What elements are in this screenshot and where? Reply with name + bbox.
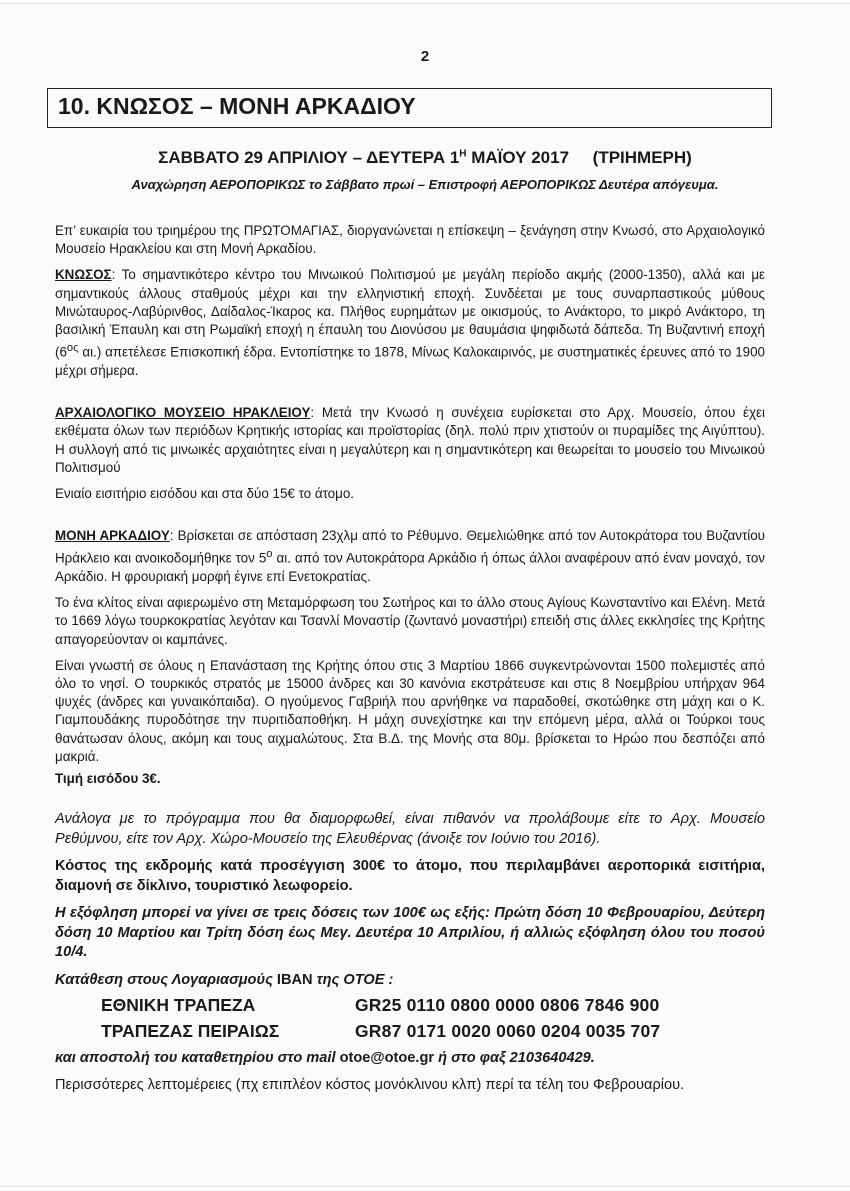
document-body — [55, 222, 765, 1104]
arkadi-sup: ο — [266, 548, 273, 561]
more-details: Περισσότερες λεπτομέρειες (πχ επιπλέον κόστος μονόκλινου κλπ) περί τα τέλη του Φεβρουαρίου. — [55, 1077, 685, 1094]
send-receipt-fax: ή στο φαξ 2103640429. — [434, 1049, 595, 1066]
page-number: 2 — [420, 48, 430, 65]
knossos-text: : Το σημαντικότερο κέντρο του Μινωικού Πολιτισμού με μεγάλη περίοδο ακμής (2000-1350), αλλά και με σημαντικούς άλλους σταθμούς μέχρι και την ελληνιστική εποχή. Συνδέεται με τους συναρπαστικούς μύθους Μινώταυρος-Λαβύρινθος, Δαίδαλος-Ίκαρος κα. Πλήθος ευρημάτων με οικισμούς, το Ανάκτορο, το μικρό Ανάκτορο, τη βασιλική Έπαυλη και στη Ρωμαϊκή εποχή η έπαυλη του Διονύσου με θαυμάσια ψηφιδωτά δάπεδα. Τη Βυζαντινή εποχή (6 — [55, 267, 765, 360]
deposit-label — [55, 971, 765, 991]
page-title: 10. ΚΝΩΣΟΣ – ΜΟΝΗ ΑΡΚΑΔΙΟΥ — [47, 88, 772, 128]
payment-terms: Η εξόφληση μπορεί να γίνει σε τρεις δόσεις των 100€ ως εξής: Πρώτη δόση 10 Φεβρουαρίου, Δεύτερη δόση 10 Μαρτίου και Τρίτη δόση έως Μεγ. Δευτέρα 10 Απριλίου, ή αλλιώς εξόφληση όλου του ποσού 10/4. — [55, 905, 765, 961]
bank-account-row — [55, 1022, 765, 1040]
program-note: Ανάλογα με το πρόγραμμα που θα διαμορφωθεί, είναι πιθανόν να προλάβουμε είτε το Αρχ. Μουσείο Ρεθύμνου, είτε τον Αρχ. Χώρο-Μουσείο της Ελευθέρνας (άνοιξε τον Ιούνιο του 2016). — [55, 811, 765, 847]
deposit-text-end: της ΟΤΟΕ : — [312, 971, 394, 988]
arkadi-heading: ΜΟΝΗ ΑΡΚΑΔΙΟΥ — [55, 528, 170, 544]
arkadi-aisles-paragraph: Το ένα κλίτος είναι αφιερωμένο στη Μεταμόρφωση του Σωτήρος και το άλλο στους Αγίους Κωνσταντίνο και Ελένη. Μετά το 1669 λόγω τουρκοκρατίας λεγόταν και Τσανλί Μοναστίρ (ζωντανό μοναστήρι) επειδή στις άλλες εκκλησίες της Κρήτης απαγορεύονταν οι καμπάνες. — [55, 595, 765, 647]
arkadi-paragraph — [55, 527, 765, 586]
deposit-text: Κατάθεση στους Λογαριασμούς — [55, 971, 277, 988]
trip-dates — [0, 148, 850, 168]
trip-dates-text: ΣΑΒΒΑΤΟ 29 ΑΠΡΙΛΙΟΥ – ΔΕΥΤΕΡΑ 1 — [158, 148, 460, 167]
museum-ticket: Ενιαίο εισιτήριο εισόδου και στα δύο 15€ το άτομο. — [55, 485, 355, 501]
museum-text: : Μετά την Κνωσό η συνέχεια ευρίσκεται στο Αρχ. Μουσείο, όπου έχει εκθέματα όλων των περιόδων Κρητικής ιστορίας και προϊστορίας (δηλ. πολύ πριν χτιστούν οι πυραμίδες της Αιγύπτου). Η συλλογή από τις μινωικές αρχαιότητες είναι η μεγαλύτερη και η σημαντικότερη και θεωρείται το μουσείο του Μινωικού Πολιτισμού — [55, 405, 765, 475]
deposit-iban-label: IBAN — [276, 971, 313, 988]
travel-subtitle: Αναχώρηση ΑΕΡΟΠΟΡΙΚΩΣ το Σάββατο πρωί – Επιστροφή ΑΕΡΟΠΟΡΙΚΩΣ Δευτέρα απόγευμα. — [131, 177, 719, 192]
bank-name: ΕΘΝΙΚΗ ΤΡΑΠΕΖΑ — [101, 995, 256, 1016]
trip-cost: Κόστος της εκδρομής κατά προσέγγιση 300€ το άτομο, που περιλαμβάνει αεροπορικά εισιτήρια, διαμονή σε δίκλινο, τουριστικό λεωφορείο. — [55, 858, 765, 894]
arkadi-entry-price: Τιμή εισόδου 3€. — [55, 771, 161, 787]
knossos-paragraph — [55, 266, 765, 380]
trip-duration-tag: (ΤΡΙΗΜΕΡΗ) — [592, 148, 692, 167]
bank-iban: GR87 0171 0020 0060 0204 0035 707 — [355, 1021, 661, 1042]
bank-name: ΤΡΑΠΕΖΑΣ ΠΕΙΡΑΙΩΣ — [101, 1021, 280, 1042]
trip-dates-year: ΜΑΪΟΥ 2017 — [466, 148, 570, 167]
museum-paragraph — [55, 404, 765, 477]
intro-paragraph: Επ’ ευκαιρία του τριημέρου της ΠΡΩΤΟΜΑΓΙΑΣ, διοργανώνεται η επίσκεψη – ξενάγηση στην Κνωσό, στο Αρχαιολογικό Μουσείο Ηρακλείου και στη Μονή Αρκαδίου. — [55, 223, 765, 257]
bank-iban: GR25 0110 0800 0000 0806 7846 900 — [355, 995, 660, 1016]
museum-heading: ΑΡΧΑΙΟΛΟΓΙΚΟ ΜΟΥΣΕΙΟ ΗΡΑΚΛΕΙΟΥ — [55, 405, 311, 421]
arkadi-text: : Βρίσκεται σε απόσταση 23χλμ από το Ρέθυμνο. Θεμελιώθηκε από τον Αυτοκράτορα του Βυζαντίου Ηράκλειο και ανοικοδομήθηκε τον 5 — [55, 528, 765, 566]
send-receipt — [55, 1049, 765, 1069]
knossos-sup: ος — [66, 342, 79, 355]
contact-email: otoe@otoe.gr — [339, 1049, 435, 1066]
send-receipt-text: και αποστολή του καταθετηρίου στο mail — [55, 1049, 340, 1066]
arkadi-text-end: αι. από τον Αυτοκράτορα Αρκάδιο ή όπως άλλοι αναφέρουν από έναν μοναχό, τον Αρκάδιο. Η φρουριακή μορφή έγινε επί Ενετοκρατίας. — [55, 550, 765, 584]
knossos-heading: ΚΝΩΣΟΣ — [55, 267, 112, 283]
knossos-text-end: αι.) απετέλεσε Επισκοπική έδρα. Εντοπίστηκε το 1878, Μίνως Καλοκαιρινός, με συστηματικές έρευνες από το 1900 μέχρι σήμερα. — [55, 344, 765, 378]
trip-dates-sup: Η — [459, 148, 467, 160]
arkadi-history-paragraph: Είναι γνωστή σε όλους η Επανάσταση της Κρήτης όπου στις 3 Μαρτίου 1866 συγκεντρώνονται 1500 πολεμιστές από όλο το νησί. Ο τουρκικός στρατός με 15000 άνδρες και 30 κανόνια εκστράτευσε και στις 8 Νοεμβρίου υπήρχαν 964 ψυχές (άνδρες και γυναικόπαιδα). Ο ηγούμενος Γαβριήλ που αρνήθηκε να παραδοθεί, σκοτώθηκε στη μάχη και ο Κ. Γιαμπουδάκης πυροδότησε την πυριτιδαποθήκη. Η μάχη συνεχίστηκε και την επόμενη μέρα, αλλά οι Τούρκοι τους θανάτωσαν όλους, ακόμη και τους αιχμαλώτους. Στα Β.Δ. της Μονής στα 80μ. βρίσκεται το Ηρώο που δεσπόζει από μακριά. — [55, 657, 765, 764]
bank-account-row — [55, 996, 765, 1014]
